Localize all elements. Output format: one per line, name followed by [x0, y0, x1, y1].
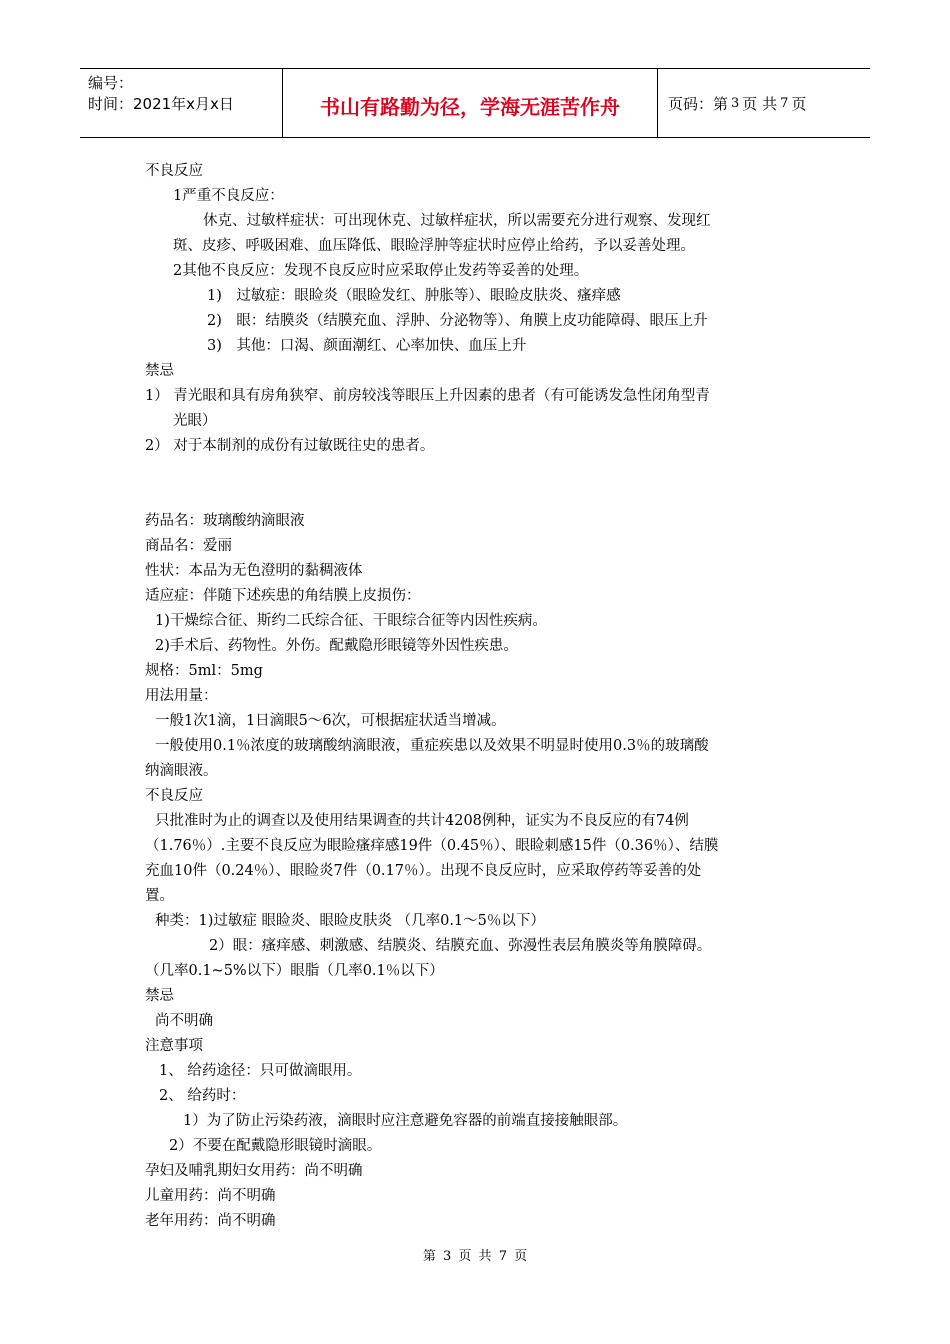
- header-motto-cell: [282, 69, 658, 137]
- motto: 书山有路勤为径，学海无涯苦作舟: [320, 94, 620, 119]
- subheading: 1严重不良反应：: [173, 188, 284, 204]
- section-heading: 禁忌: [145, 363, 174, 379]
- paragraph-line: 尚不明确: [155, 1013, 213, 1029]
- specification: 规格：5ml：5mg: [145, 663, 263, 679]
- section-heading: 用法用量：: [145, 688, 218, 704]
- list-item: 2）眼：瘙痒感、刺激感、结膜炎、结膜充血、弥漫性表层角膜炎等角膜障碍。: [209, 938, 712, 954]
- list-item: 1、 给药途径：只可做滴眼用。: [159, 1063, 362, 1079]
- page-prefix: 页码：第: [668, 94, 729, 113]
- header-meta: [80, 69, 282, 137]
- subheading: 2其他不良反应：发现不良反应时应采取停止发药等妥善的处理。: [173, 263, 589, 279]
- page-header: [80, 68, 870, 138]
- trade-name: 商品名：爱丽: [145, 538, 232, 554]
- section-heading: 不良反应: [145, 788, 203, 804]
- code-label: 编号：: [88, 74, 134, 92]
- paragraph-line: 充血10件（0.24％）、眼睑炎7件（0.17％）。出现不良反应时，应采取停药等妥善的处: [145, 863, 702, 879]
- spacer: [145, 459, 815, 509]
- list-item: 2)手术后、药物性。外伤。配戴隐形眼镜等外因性疾患。: [155, 638, 518, 654]
- section-heading: 注意事项: [145, 1038, 203, 1054]
- list-item: 2、 给药时：: [159, 1088, 246, 1104]
- indications: 适应症：伴随下述疾患的角结膜上皮损伤：: [145, 588, 421, 604]
- list-item: 1） 青光眼和具有房角狭窄、前房较浅等眼压上升因素的患者（有可能诱发急性闭角型青: [145, 388, 710, 404]
- page-footer: 第 3 页 共 7 页: [422, 1249, 528, 1264]
- page-total: 7: [780, 95, 789, 111]
- paragraph-line: 置。: [145, 888, 174, 904]
- drug-name: 药品名：玻璃酸纳滴眼液: [145, 513, 305, 529]
- paragraph-line: 一般使用0.1％浓度的玻璃酸纳滴眼液，重症疾患以及效果不明显时使用0.3％的玻璃酸: [155, 738, 709, 754]
- page-suffix: 页: [791, 94, 807, 113]
- section-heading: 不良反应: [145, 163, 203, 179]
- properties: 性状：本品为无色澄明的黏稠液体: [145, 563, 363, 579]
- list-item: 1）为了防止污染药液，滴眼时应注意避免容器的前端直接接触眼部。: [183, 1113, 628, 1129]
- paragraph-line: 斑、皮疹、呼吸困难、血压降低、眼睑浮肿等症状时应停止给药，予以妥善处理。: [173, 238, 695, 254]
- list-item: 1)干燥综合征、斯约二氏综合征、干眼综合征等内因性疾病。: [155, 613, 547, 629]
- list-item: 2）不要在配戴隐形眼镜时滴眼。: [169, 1138, 382, 1154]
- paragraph-line: （几率0.1~5%以下）眼脂（几率0.1％以下）: [145, 963, 444, 979]
- list-item-continuation: 光眼）: [173, 413, 217, 429]
- section-heading: 禁忌: [145, 988, 174, 1004]
- paragraph-line: 老年用药：尚不明确: [145, 1213, 276, 1229]
- list-item: 种类：1)过敏症 眼睑炎、眼睑皮肤炎 （几率0.1～5％以下）: [155, 913, 545, 929]
- paragraph-line: 纳滴眼液。: [145, 763, 218, 779]
- list-item: 2) 眼：结膜炎（结膜充血、浮肿、分泌物等）、角膜上皮功能障碍、眼压上升: [207, 313, 708, 329]
- list-item: 3) 其他：口渴、颜面潮红、心率加快、血压上升: [207, 338, 527, 354]
- paragraph-line: 一般1次1滴，1日滴眼5～6次，可根据症状适当增减。: [155, 713, 506, 729]
- list-item: 2） 对于本制剂的成份有过敏既往史的患者。: [145, 438, 435, 454]
- page-mid: 页 共: [742, 94, 778, 113]
- list-item: 1) 过敏症：眼睑炎（眼睑发红、肿胀等）、眼睑皮肤炎、瘙痒感: [207, 288, 621, 304]
- paragraph-line: 孕妇及哺乳期妇女用药：尚不明确: [145, 1163, 363, 1179]
- paragraph-line: 儿童用药：尚不明确: [145, 1188, 276, 1204]
- date-label: 时间：2021年x月x日: [88, 95, 234, 113]
- paragraph-line: （1.76％）.主要不良反应为眼睑瘙痒感19件（0.45％）、眼睑刺感15件（0.36％）、结膜: [145, 838, 719, 854]
- page-current: 3: [731, 95, 740, 111]
- document-body: [145, 159, 815, 1234]
- header-page-info: [658, 69, 870, 137]
- paragraph-line: 休克、过敏样症状：可出现休克、过敏样症状，所以需要充分进行观察、发现红: [203, 213, 711, 229]
- paragraph-line: 只批准时为止的调查以及使用结果调查的共计4208例种，证实为不良反应的有74例: [155, 813, 689, 829]
